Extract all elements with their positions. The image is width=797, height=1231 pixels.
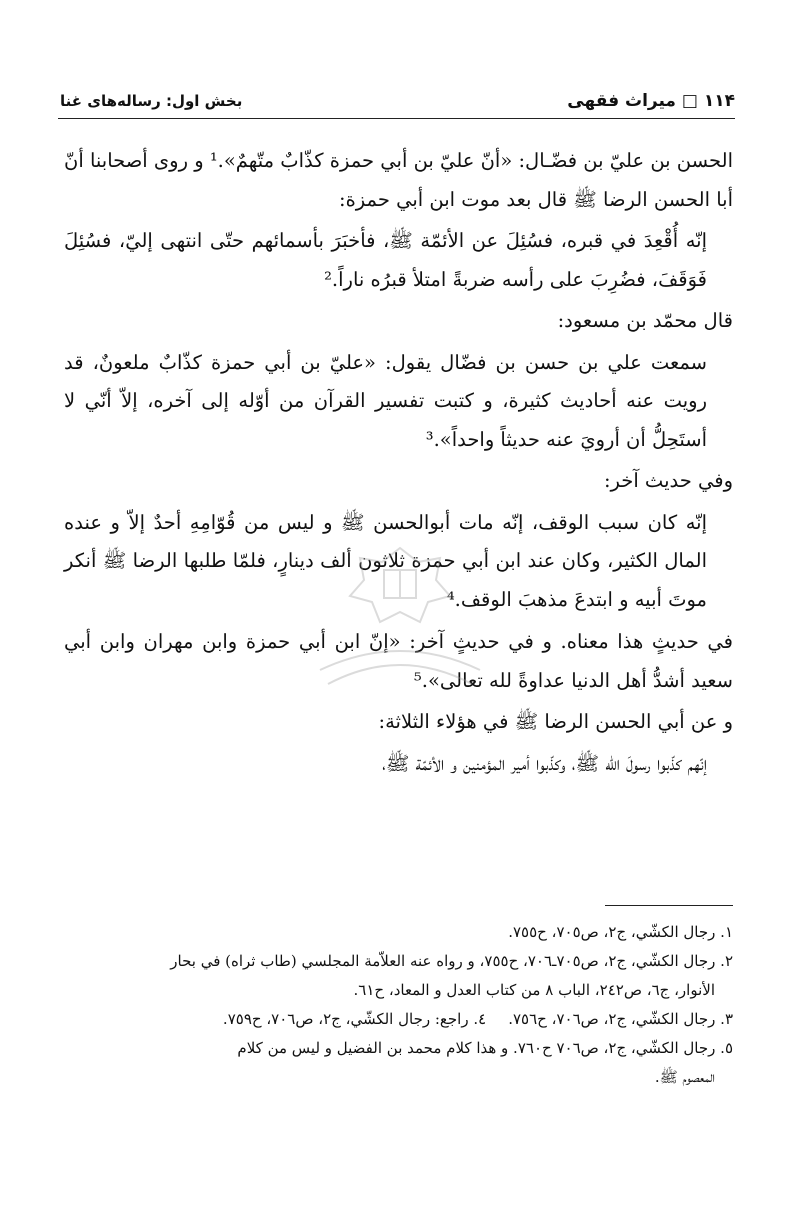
footnote-5: ٥. رجال الكشّي، ج٢، ص٧٠٦ ح٧٦٠. و هذا كلام محمد بن الفضيل و ليس من كلام <box>237 1039 733 1057</box>
page-number: ١١۴ □ میراث فقهی <box>567 91 735 111</box>
paragraph: قال محمّد بن مسعود: <box>557 309 733 332</box>
header-divider <box>58 118 735 119</box>
paragraph: الحسن بن عليّ بن فضّـال: «أنّ عليّ بن أبي حمزة كذّابٌ متّهمٌ».¹ و روى أصحابنا أنّ أبا الحسن الرضا ﷺ قال بعد موت ابن أبي حمزة: <box>64 149 733 211</box>
quote-block: سمعت علي بن حسن بن فضّال يقول: «عليّ بن أبي حمزة كذّابٌ ملعونٌ، قد رويت عنه أحاديث كثيرة، و كتبت تفسير القرآن من أوّله إلى آخره، إلاّ أنّي لا أستَحِلُّ أن أرويَ عنه حديثاً واحداً».³ <box>64 350 707 451</box>
library-seal-icon <box>300 540 500 690</box>
paragraph: و عن أبي الحسن الرضا ﷺ في هؤلاء الثلاثة: <box>378 710 733 733</box>
footnote-divider <box>605 905 733 906</box>
footnote-4: ٤. راجع: رجال الكشّي، ج٢، ص٧٠٦، ح٧٥٩. <box>222 1010 487 1028</box>
running-header <box>60 86 735 116</box>
footnote-5-continued: المعصوم ﷺ. <box>654 1068 715 1086</box>
quote-block: إنّهم كذّبوا رسولَ الله ﷺ، وكذّبوا أمير المؤمنين و الأئمّة ﷺ، <box>382 751 707 775</box>
footnote-2-continued: الأنوار، ج٦، ص٢٤٢، الباب ٨ من كتاب العدل و المعاد، ح٦١. <box>353 981 715 999</box>
paragraph: في حديثٍ هذا معناه. و في حديثٍ آخر: «إنّ ابن أبي حمزة وابن مهران وابن أبي سعيد أشدُّ أهل الدنيا عداوةً لله تعالى».⁵ <box>64 630 733 692</box>
section-title: بخش اول: رساله‌های غنا <box>60 92 243 110</box>
quote-block: إنّه كان سبب الوقف، إنّه مات أبوالحسن ﷺ و ليس من قُوّامِهِ أحدٌ إلاّ و عنده المال الكثير، وكان عند ابن أبي حمزة ثلاثون ألف دينارٍ، فلمّا طلبها الرضا ﷺ أنكر موتَ أبيه و ابتدعَ مذهبَ الوقف.⁴ <box>64 510 707 611</box>
quote-block: إنّه أُقْعِدَ في قبره، فسُئِلَ عن الأئمّة ﷺ، فأخبَرَ بأسمائهم حتّى انتهى إليّ، فسُئِلَ فَوَقَفَ، فضُرِبَ على رأسه ضربةً امتلأ قبرُه ناراً.² <box>64 229 707 291</box>
paragraph: وفي حديث آخر: <box>603 469 733 492</box>
footnote-2: ٢. رجال الكشّي، ج٢، ص٧٠٥ـ٧٠٦، ح٧٥٥، و رواه عنه العلاّمة المجلسي (طاب ثراه) في بحار <box>170 952 733 970</box>
footnote-3-4-line <box>66 1005 733 1034</box>
footnote-3: ٣. رجال الكشّي، ج٢، ص٧٠٦، ح٧٥٦. <box>508 1010 733 1028</box>
footnote-1: ١. رجال الكشّي، ج٢، ص٧٠٥، ح٧٥٥. <box>508 923 733 941</box>
footnotes <box>66 918 733 1092</box>
